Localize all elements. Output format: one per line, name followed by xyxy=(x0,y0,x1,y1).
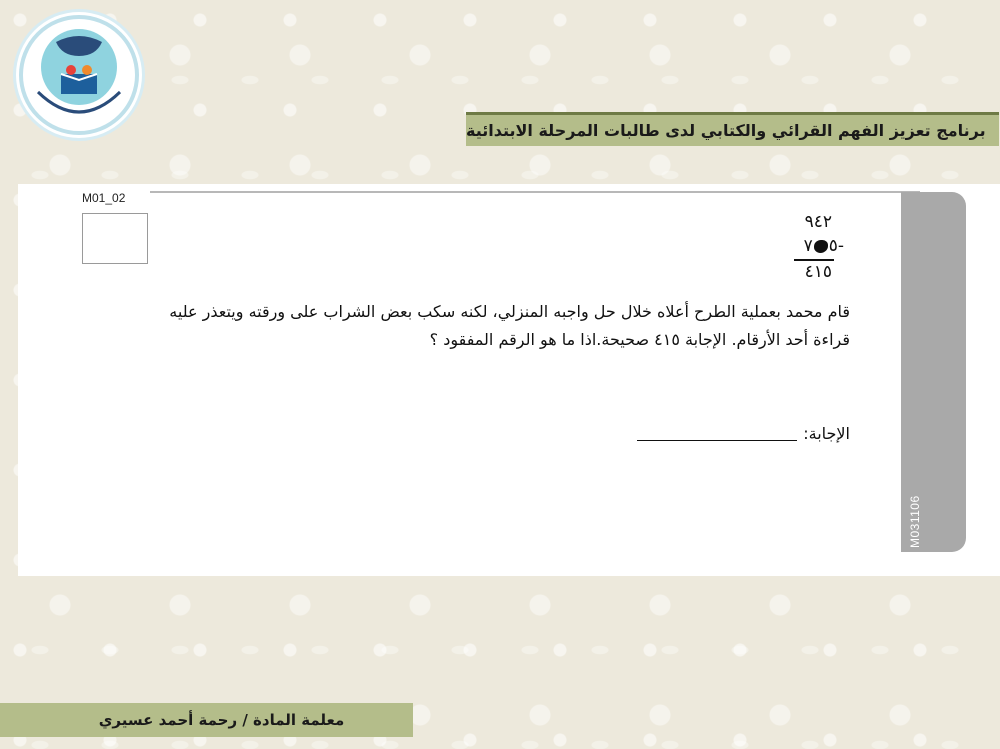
card-top-divider xyxy=(150,191,920,193)
item-code: M01_02 xyxy=(82,191,126,205)
subtrahend xyxy=(804,236,844,256)
ink-blot-icon xyxy=(814,240,828,253)
difference: ٤١٥ xyxy=(804,262,832,282)
teacher-banner xyxy=(0,703,413,737)
result-line xyxy=(794,259,834,261)
answer-blank[interactable] xyxy=(637,424,797,441)
program-title-banner xyxy=(466,112,999,146)
minus-sign: - xyxy=(837,236,844,256)
minuend: ٩٤٢ xyxy=(804,212,832,232)
program-title: برنامج تعزيز الفهم القرائي والكتابي لدى طالبات المرحلة الابتدائية xyxy=(466,121,986,140)
school-logo xyxy=(16,12,142,138)
subtraction-problem xyxy=(786,212,846,284)
subtrahend-right-digit: ٧ xyxy=(803,236,813,256)
question-text: قام محمد بعملية الطرح أعلاه خلال حل واجبه المنزلي، لكنه سكب بعض الشراب على ورقته ويتعذر عليه قراءة أحد الأرقام. الإجابة ٤١٥ صحيحة.اذا ما هو الرقم المفقود ؟ xyxy=(169,302,850,349)
school-logo-graphic xyxy=(16,12,142,138)
score-box[interactable] xyxy=(82,213,148,264)
side-item-code: M031106 xyxy=(908,495,922,548)
answer-area xyxy=(620,424,850,443)
answer-label: الإجابة: xyxy=(803,424,850,443)
question-card xyxy=(18,184,1000,576)
subtrahend-left-digit: ٥ xyxy=(828,236,838,256)
teacher-name: معلمة المادة / رحمة أحمد عسيري xyxy=(98,711,345,729)
